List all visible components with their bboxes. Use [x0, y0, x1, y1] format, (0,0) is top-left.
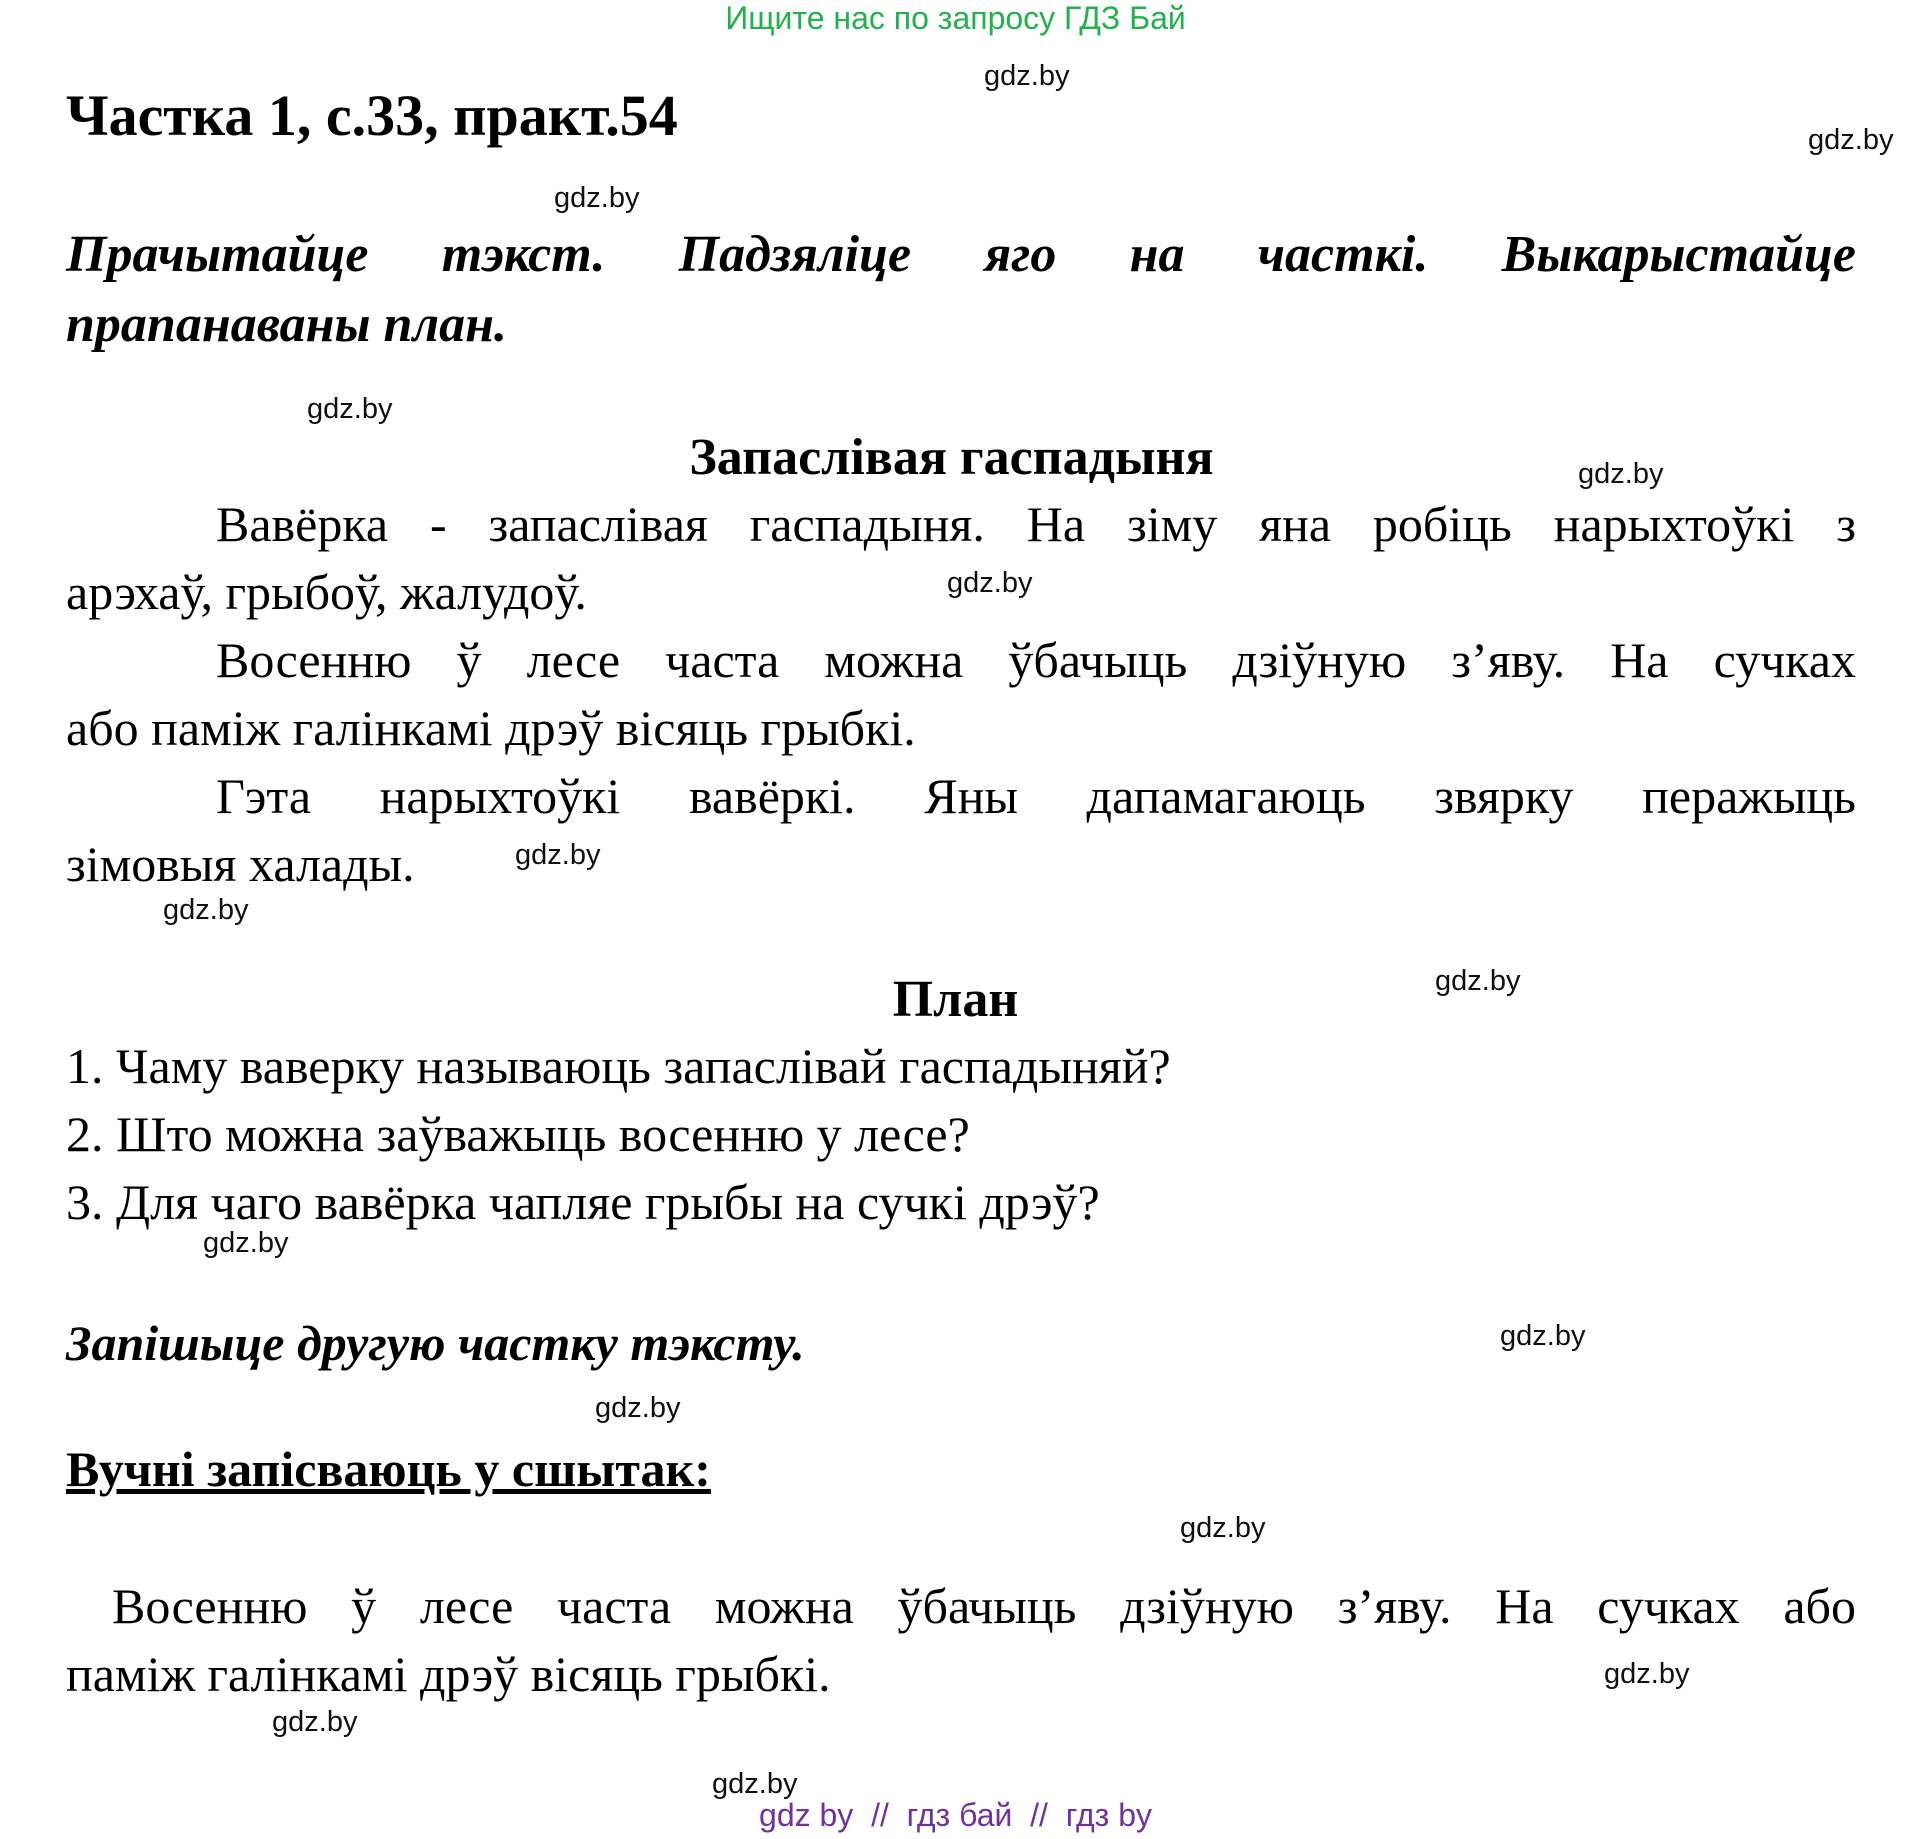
- plan-title: План: [892, 971, 1019, 1028]
- task-instruction-line-2: прапанаваны план.: [66, 296, 508, 353]
- plan-item-2: 2. Што можна заўважыць восенню у лесе?: [66, 1106, 970, 1162]
- watermark: gdz.by: [984, 60, 1070, 92]
- plan-item-1: 1. Чаму ваверку называюць запаслівай гаспадыняй?: [66, 1038, 1171, 1094]
- story-line-4: або паміж галінкамі дрэў вісяць грыбкі.: [66, 700, 916, 756]
- page-heading: Частка 1, с.33, практ.54: [66, 83, 678, 148]
- story-line-1: Вавёрка - запаслівая гаспадыня. На зіму яна робіць нарыхтоўкі з: [216, 496, 1856, 552]
- top-banner: Ищите нас по запросу ГДЗ Бай: [725, 0, 1186, 36]
- watermark: gdz.by: [1500, 1320, 1586, 1352]
- watermark: gdz.by: [1808, 124, 1894, 156]
- footer-links: gdz by // гдз бай // гдз by: [759, 1797, 1152, 1833]
- assignment-instruction: Запішыце другую частку тэксту.: [66, 1315, 805, 1371]
- answer-line-2: паміж галінкамі дрэў вісяць грыбкі.: [66, 1646, 831, 1702]
- watermark: gdz.by: [1180, 1512, 1266, 1544]
- watermark: gdz.by: [595, 1392, 681, 1424]
- watermark: gdz.by: [272, 1706, 358, 1738]
- answer-header: Вучні запісваюць у сшытак:: [66, 1441, 711, 1497]
- watermark: gdz.by: [1435, 965, 1521, 997]
- plan-item-3: 3. Для чаго вавёрка чапляе грыбы на сучкі дрэў?: [66, 1174, 1100, 1230]
- task-instruction-line-1: Прачытайце тэкст. Падзяліце яго на часткі. Выкарыстайце: [66, 226, 1856, 283]
- story-line-5: Гэта нарыхтоўкі вавёркі. Яны дапамагаюць звярку перажыць: [216, 768, 1856, 824]
- story-line-6: зімовыя халады.: [66, 836, 415, 892]
- watermark: gdz.by: [947, 567, 1033, 599]
- watermark: gdz.by: [554, 182, 640, 214]
- watermark: gdz.by: [1604, 1658, 1690, 1690]
- watermark: gdz.by: [712, 1768, 798, 1800]
- watermark: gdz.by: [515, 839, 601, 871]
- story-line-2: арэхаў, грыбоў, жалудоў.: [66, 564, 587, 620]
- story-line-3: Восенню ў лесе часта можна ўбачыць дзіўную з’яву. На сучках: [216, 632, 1856, 688]
- watermark: gdz.by: [203, 1227, 289, 1259]
- watermark: gdz.by: [163, 894, 249, 926]
- answer-line-1: Восенню ў лесе часта можна ўбачыць дзіўную з’яву. На сучках або: [112, 1578, 1856, 1634]
- watermark: gdz.by: [1578, 458, 1664, 490]
- story-title-text: Запаслівая гаспадыня: [689, 429, 1214, 486]
- watermark: gdz.by: [307, 393, 393, 425]
